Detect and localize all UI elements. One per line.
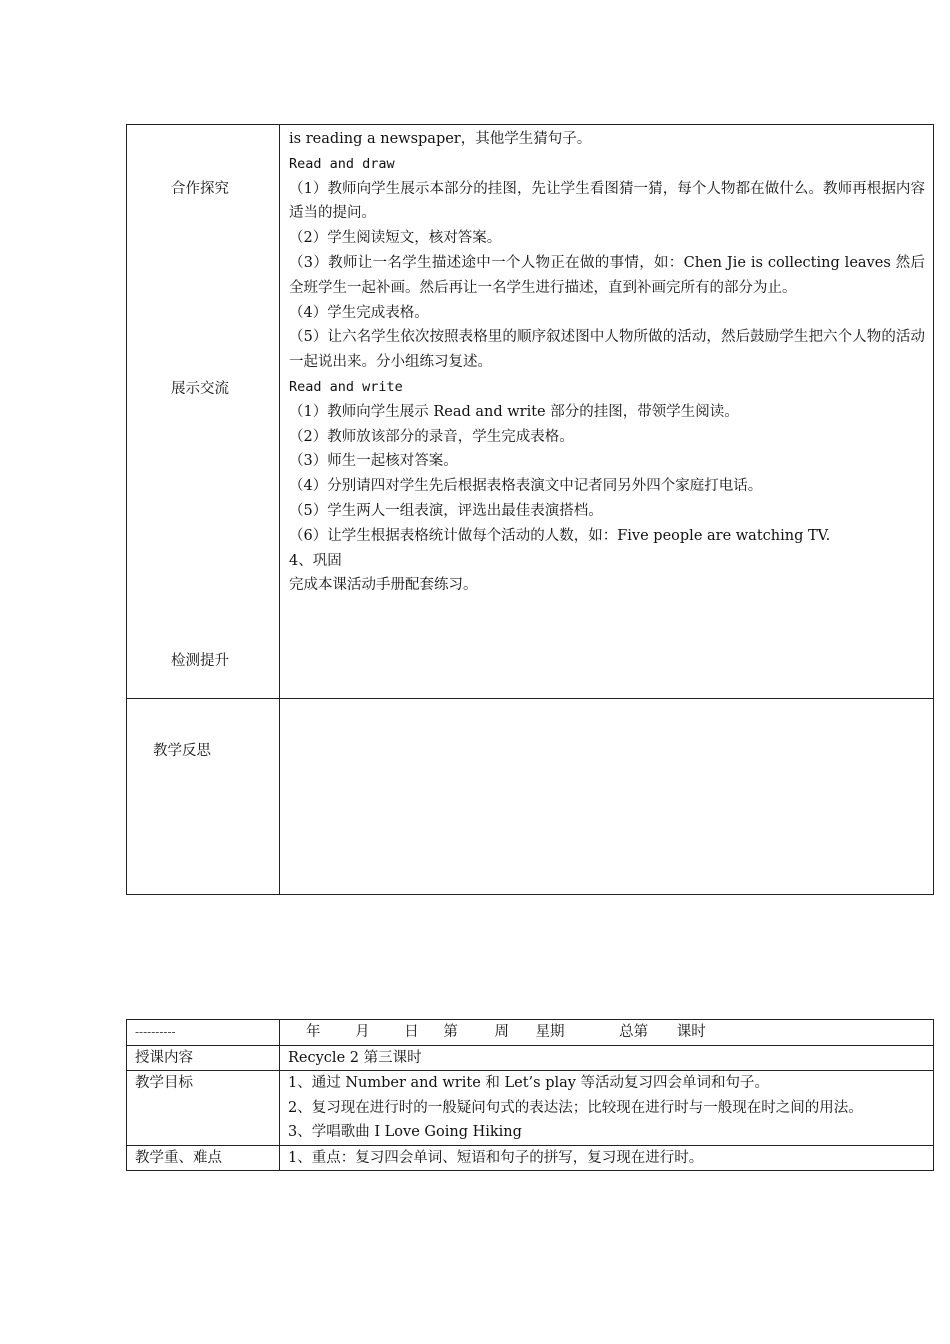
dashes-cell [127,1020,280,1046]
content-line: （3）教师让一名学生描述途中一个人物正在做的事情，如：Chen Jie is collecting leaves 然后全班学生一起补画。然后再让一名学生进行描述，直到补画完所有的部分为止。 [289,254,925,296]
lesson-title: Recycle 2 第三课时 [288,1049,422,1066]
content-line: （2）教师放该部分的录音，学生完成表格。 [289,428,574,445]
reflection-content-cell [280,699,934,895]
field-weekday: 星期 [535,1024,565,1040]
content-line: 完成本课活动手册配套练习。 [289,577,478,594]
goal-line: 1、通过 Number and write 和 Let’s play 等活动复习四会单词和句子。 [288,1075,770,1091]
content-line: （4）分别请四对学生先后根据表格表演文中记者同另外四个家庭打电话。 [289,478,763,495]
teaching-goals-label: 教学目标 [127,1071,280,1146]
content-line: （5）让六名学生依次按照表格里的顺序叙述图中人物所做的活动，然后鼓励学生把六个人物的活动一起说出来。分小组练习复述。 [289,329,925,371]
dashes: ---------- [135,1025,176,1039]
label-cooperative-inquiry: 合作探究 [171,181,229,197]
activity-label-cell [127,125,280,699]
content-line: （1）教师向学生展示 Read and write 部分的挂图，带领学生阅读。 [289,403,739,420]
date-fields-cell [280,1020,934,1046]
field-total-prefix: 总第 [619,1024,649,1040]
lesson-content-label: 授课内容 [127,1045,280,1071]
field-week: 周 [494,1024,509,1040]
content-line: （4）学生完成表格。 [289,304,429,321]
section-heading-read-write: Read and write [289,378,403,395]
field-day: 日 [404,1024,419,1040]
key-point-line: 1、重点：复习四会单词、短语和句子的拼写，复习现在进行时。 [288,1149,704,1166]
activity-row [127,125,934,699]
content-line: 4、巩固 [289,552,342,569]
teaching-goals-value [280,1071,934,1146]
label-assessment: 检测提升 [171,653,229,669]
lesson-plan-table-continued [126,124,934,895]
reflection-label-cell [127,699,280,895]
content-line: （1）教师向学生展示本部分的挂图，先让学生看图猜一猜，每个人物都在做什么。教师再根据内容适当的提问。 [289,180,925,222]
lesson-content-row [127,1045,934,1071]
field-month: 月 [355,1024,370,1040]
teaching-goals-row [127,1071,934,1146]
section-heading-read-draw: Read and draw [289,155,395,172]
activity-content-cell [280,125,934,699]
lesson-content-value [280,1045,934,1071]
label-teaching-reflection: 教学反思 [153,743,211,759]
lesson-info-table [126,1019,934,1171]
date-header-row [127,1020,934,1046]
content-line: （2）学生阅读短文，核对答案。 [289,230,502,247]
content-line: （5）学生两人一组表演，评选出最佳表演搭档。 [289,502,603,519]
field-week-prefix: 第 [443,1024,458,1040]
content-line: （3）师生一起核对答案。 [289,453,458,470]
key-points-value [280,1145,934,1171]
key-points-row [127,1145,934,1171]
field-lesson: 课时 [676,1024,706,1040]
content-line: （6）让学生根据表格统计做每个活动的人数，如：Five people are watching TV. [289,527,831,544]
label-presentation-exchange: 展示交流 [171,381,229,397]
reflection-row [127,699,934,895]
goal-line: 3、学唱歌曲 I Love Going Hiking [288,1124,522,1140]
key-points-label: 教学重、难点 [127,1145,280,1171]
goal-line: 2、复习现在进行时的一般疑问句式的表达法；比较现在进行时与一般现在时之间的用法。 [288,1099,863,1116]
field-year: 年 [306,1024,321,1040]
content-line: is reading a newspaper，其他学生猜句子。 [289,131,592,147]
